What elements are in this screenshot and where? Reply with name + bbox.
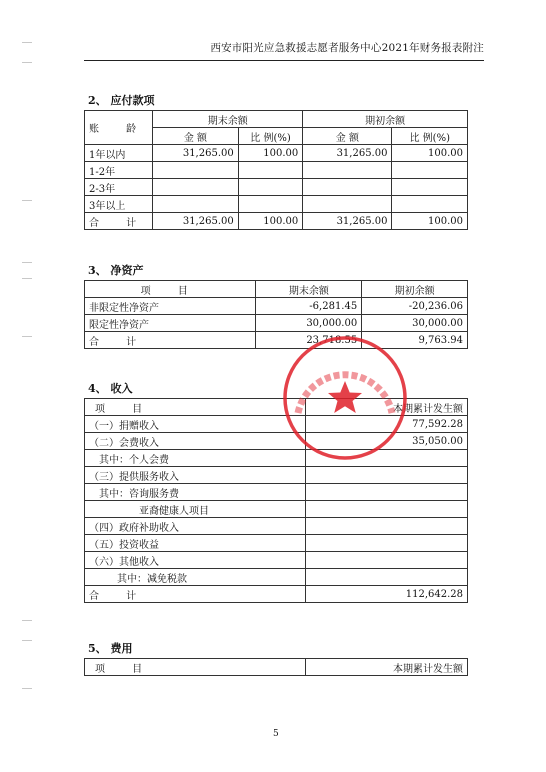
page-header-title: 西安市阳光应急救援志愿者服务中心2021年财务报表附注	[210, 42, 484, 54]
table-row	[85, 433, 468, 450]
cell-begin-ratio	[392, 162, 468, 179]
header-end-amount: 金 额	[153, 128, 239, 145]
margin-mark	[22, 620, 32, 621]
cell-amount	[306, 569, 468, 586]
section-title-net-assets: 3、 净资产	[88, 264, 144, 277]
net-assets-table	[84, 280, 468, 349]
row-label: 1-2年	[85, 162, 153, 179]
cell-begin-amount: 31,265.00	[303, 145, 392, 162]
table-row	[85, 162, 468, 179]
header-item: 项 目	[85, 281, 256, 298]
cell-amount	[306, 501, 468, 518]
header-end-ratio: 比 例(%)	[238, 128, 303, 145]
header-end-balance: 期末余额	[153, 111, 303, 128]
margin-mark	[22, 278, 32, 279]
table-row	[85, 484, 468, 501]
row-label: 亚裔健康人项目	[85, 501, 306, 518]
header-amount: 本期累计发生额	[306, 659, 468, 676]
row-label: 非限定性净资产	[85, 298, 256, 315]
margin-mark	[22, 336, 32, 337]
row-label: 合 计	[85, 586, 306, 603]
header-item: 项 目	[85, 399, 306, 416]
section-title-payables: 2、 应付款项	[88, 94, 155, 107]
section-title-income: 4、 收入	[88, 382, 133, 395]
cell-begin-ratio	[392, 196, 468, 213]
cell-amount	[306, 467, 468, 484]
table-row	[85, 569, 468, 586]
cell-begin-ratio: 100.00	[392, 145, 468, 162]
official-seal	[280, 333, 410, 463]
margin-mark	[22, 42, 32, 43]
cell-end-ratio: 100.00	[238, 145, 303, 162]
cell-end-amount: 31,265.00	[153, 213, 239, 230]
cell-begin-ratio	[392, 179, 468, 196]
cell-end-amount	[153, 162, 239, 179]
cell-begin-ratio: 100.00	[392, 213, 468, 230]
payables-table	[84, 110, 468, 230]
margin-mark	[22, 640, 32, 641]
table-row	[85, 518, 468, 535]
row-label: 合 计	[85, 213, 153, 230]
table-total-row	[85, 213, 468, 230]
cell-end: -6,281.45	[256, 298, 362, 315]
cell-end-ratio	[238, 196, 303, 213]
header-age: 账 龄	[85, 111, 153, 145]
cell-end-amount	[153, 196, 239, 213]
table-row	[85, 315, 468, 332]
table-header-row	[85, 111, 468, 128]
header-begin-balance: 期初余额	[362, 281, 468, 298]
table-row	[85, 450, 468, 467]
table-row	[85, 552, 468, 569]
cell-begin: 30,000.00	[362, 315, 468, 332]
table-header-row	[85, 399, 468, 416]
table-row	[85, 145, 468, 162]
header-amount: 本期累计发生额	[306, 399, 468, 416]
table-row	[85, 501, 468, 518]
cell-begin-amount	[303, 162, 392, 179]
table-row	[85, 467, 468, 484]
cell-end-ratio: 100.00	[238, 213, 303, 230]
table-row	[85, 416, 468, 433]
margin-mark	[22, 262, 32, 263]
cell-begin-amount: 31,265.00	[303, 213, 392, 230]
table-total-row	[85, 332, 468, 349]
header-begin-ratio: 比 例(%)	[392, 128, 468, 145]
margin-mark	[22, 200, 32, 201]
table-total-row	[85, 586, 468, 603]
seal-star-icon	[328, 381, 362, 413]
header-item: 项 目	[85, 659, 306, 676]
header-rule	[84, 60, 484, 61]
header-begin-amount: 金 额	[303, 128, 392, 145]
cell-begin: -20,236.06	[362, 298, 468, 315]
cell-end-amount: 31,265.00	[153, 145, 239, 162]
row-label: 合 计	[85, 332, 256, 349]
cell-end-ratio	[238, 162, 303, 179]
table-row	[85, 196, 468, 213]
cell-begin-amount	[303, 179, 392, 196]
row-label: （五）投资收益	[85, 535, 306, 552]
cell-amount	[306, 518, 468, 535]
header-begin-balance: 期初余额	[303, 111, 468, 128]
cell-end: 23,718.55	[256, 332, 362, 349]
table-row	[85, 179, 468, 196]
row-label: 其中：咨询服务费	[85, 484, 306, 501]
table-header-row	[85, 281, 468, 298]
margin-mark	[22, 62, 32, 63]
cell-amount: 35,050.00	[306, 433, 468, 450]
expenses-table	[84, 658, 468, 676]
page-number: 5	[273, 729, 279, 739]
cell-amount	[306, 535, 468, 552]
cell-end: 30,000.00	[256, 315, 362, 332]
row-label: 限定性净资产	[85, 315, 256, 332]
row-label: 2-3年	[85, 179, 153, 196]
income-table	[84, 398, 468, 603]
cell-amount: 112,642.28	[306, 586, 468, 603]
cell-begin: 9,763.94	[362, 332, 468, 349]
cell-amount	[306, 552, 468, 569]
row-label: （三）提供服务收入	[85, 467, 306, 484]
row-label: （六）其他收入	[85, 552, 306, 569]
row-label: （一）捐赠收入	[85, 416, 306, 433]
row-label: （四）政府补助收入	[85, 518, 306, 535]
row-label: 其中：减免税款	[85, 569, 306, 586]
row-label: 其中：个人会费	[85, 450, 306, 467]
table-header-row	[85, 659, 468, 676]
table-row	[85, 535, 468, 552]
cell-amount	[306, 484, 468, 501]
row-label: 3年以上	[85, 196, 153, 213]
row-label: （二）会费收入	[85, 433, 306, 450]
cell-begin-amount	[303, 196, 392, 213]
margin-mark	[22, 688, 32, 689]
header-end-balance: 期末余额	[256, 281, 362, 298]
cell-end-ratio	[238, 179, 303, 196]
section-title-expenses: 5、 费用	[88, 642, 133, 655]
cell-amount: 77,592.28	[306, 416, 468, 433]
table-row	[85, 298, 468, 315]
cell-end-amount	[153, 179, 239, 196]
row-label: 1年以内	[85, 145, 153, 162]
